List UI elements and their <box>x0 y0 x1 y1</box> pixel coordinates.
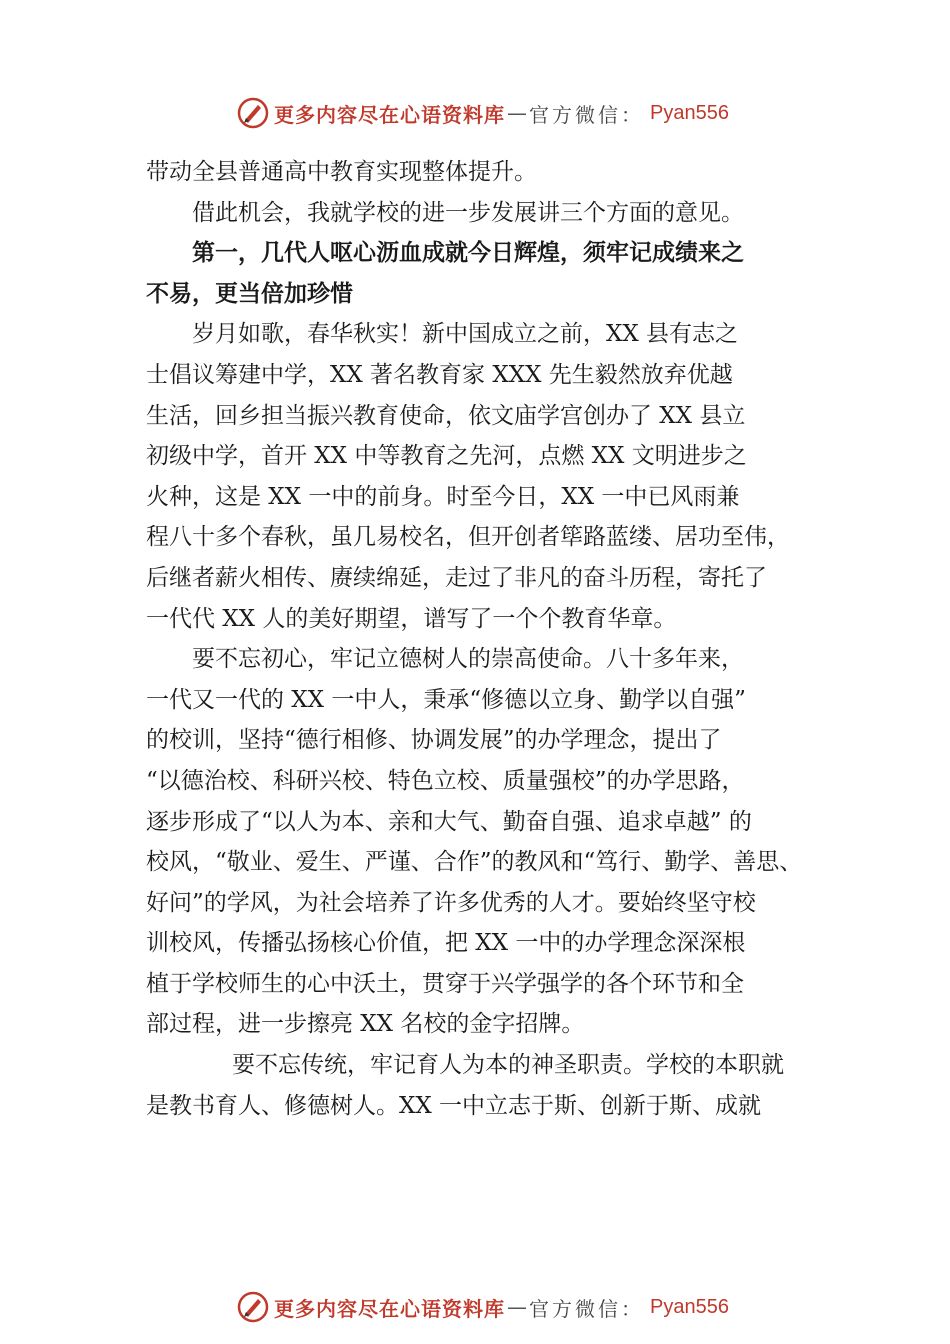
text-line: 逐步形成了“以人为本、亲和大气、勤奋自强、追求卓越” 的 <box>146 808 752 835</box>
text-line: 后继者薪火相传、赓续绵延，走过了非凡的奋斗历程，寄托了 <box>146 564 767 591</box>
pen-logo-icon <box>236 1290 270 1324</box>
text-line: 生活，回乡担当振兴教育使命，依文庙学宫创办了 XX 县立 <box>146 402 746 429</box>
footer-banner <box>236 1290 729 1324</box>
text-line: 校风，“敬业、爱生、严谨、合作”的教风和“笃行、勤学、善思、 <box>146 849 803 876</box>
banner-brand-text: 更多内容尽在心语资料库 <box>274 1296 505 1321</box>
text-line: 要不忘传统，牢记育人为本的神圣职责。学校的本职就 <box>232 1052 784 1079</box>
section-heading: 第一，几代人呕心沥血成就今日辉煌，须牢记成绩来之 <box>192 240 744 267</box>
pen-logo-icon <box>236 96 270 130</box>
text-line: 植于学校师生的心中沃土，贯穿于兴学强学的各个环节和全 <box>146 970 744 997</box>
text-line: 训校风，传播弘扬核心价值，把 XX 一中的办学理念深深根 <box>146 930 746 957</box>
text-line: 程八十多个春秋，虽几易校名，但开创者筚路蓝缕、居功至伟， <box>146 524 790 551</box>
banner-wechat-id: Pyan556 <box>650 101 729 124</box>
text-line: 部过程，进一步擦亮 XX 名校的金字招牌。 <box>146 1011 585 1038</box>
text-line: 一代又一代的 XX 一中人，秉承“修德以立身、勤学以自强” <box>146 686 746 713</box>
banner-official-label: 官方微信： <box>529 1296 644 1321</box>
text-line: 好问”的学风，为社会培养了许多优秀的人才。要始终坚守校 <box>146 889 756 916</box>
text-line: 是教书育人、修德树人。XX 一中立志于斯、创新于斯、成就 <box>146 1092 762 1119</box>
text-line: 要不忘初心，牢记立德树人的崇高使命。八十多年来， <box>192 646 744 673</box>
section-heading: 不易，更当倍加珍惜 <box>146 280 353 307</box>
banner-dash: — <box>507 101 527 125</box>
text-line: 火种，这是 XX 一中的前身。时至今日，XX 一中已风雨兼 <box>146 483 740 510</box>
banner-official-label: 官方微信： <box>529 102 644 127</box>
banner-brand-text: 更多内容尽在心语资料库 <box>274 102 505 127</box>
banner-wechat-id: Pyan556 <box>650 1295 729 1318</box>
banner-dash: — <box>507 1295 527 1319</box>
text-line: 岁月如歌，春华秋实！新中国成立之前，XX 县有志之 <box>192 321 739 348</box>
header-banner <box>236 96 729 130</box>
document-body <box>146 152 836 1126</box>
text-line: 士倡议筹建中学，XX 著名教育家 XXX 先生毅然放弃优越 <box>146 361 733 388</box>
text-line: 借此机会，我就学校的进一步发展讲三个方面的意见。 <box>192 199 744 226</box>
text-line: “以德治校、科研兴校、特色立校、质量强校”的办学思路， <box>146 767 745 794</box>
text-line: 一代代 XX 人的美好期望，谱写了一个个教育华章。 <box>146 605 677 632</box>
text-line: 的校训，坚持“德行相修、协调发展”的办学理念，提出了 <box>146 727 722 754</box>
text-line: 初级中学，首开 XX 中等教育之先河，点燃 XX 文明进步之 <box>146 443 747 470</box>
text-line: 带动全县普通高中教育实现整体提升。 <box>146 159 537 185</box>
